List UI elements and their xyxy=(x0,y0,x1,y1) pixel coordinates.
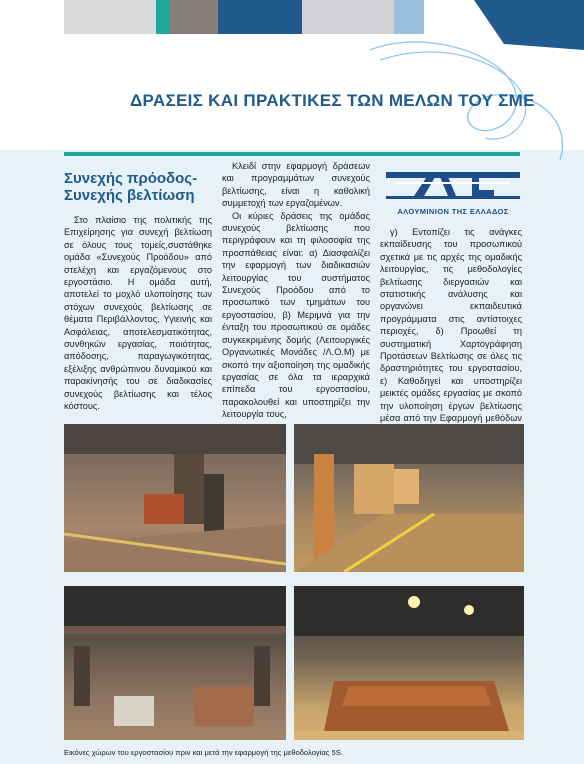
text-column-3 xyxy=(380,226,522,449)
paragraph: Οι κύριες δράσεις της ομάδας συνεχούς βελτίωσης που περιγράφουν και τη φιλοσοφία της προσπάθειας είναι: α) Διασφαλίζει την εφαρμογή των διαδικασιών λειτουργίας του συστήματος Συνεχούς Προόδου από το προσωπικό των τμημάτων του εργοστασίου, β) Μεριμνά για την ένταξη του προσωπικού σε ομάδες συγκεκριμένης δομής (Λειτουργικές Οργανωτικές Μονάδες /Λ.Ο.Μ) με σκοπό την αξιοποίηση της ομαδικής εργασίας σε όλα τα ιεραρχικά επίπεδα του εργοστασίου, παρακολουθεί και υποστηρίζει την λειτουργία τους, xyxy=(222,210,370,420)
bar-segment-blue xyxy=(218,0,302,34)
logo-caption: ΑΛΟΥΜΙΝΙΟΝ ΤΗΣ ΕΛΛΑΔΟΣ xyxy=(397,207,509,216)
article-title-line2: Συνεχής βελτίωση xyxy=(64,187,195,204)
text-column-1 xyxy=(64,214,212,413)
bar-segment-mauve xyxy=(170,0,218,34)
text-column-2 xyxy=(222,160,370,421)
paragraph: Κλειδί στην εφαρμογή δράσεων και προγραμμάτων συνεχούς βελτίωσης, είναι η καθολική συμμετοχή των εργαζομένων. xyxy=(222,161,370,209)
factory-photo-before-2 xyxy=(64,586,286,740)
article-title-line1: Συνεχής πρόοδος- xyxy=(64,170,198,187)
paragraph: Στο πλαίσιο της πολιτικής της Επιχείρησης για συνεχή βελτίωση σε όλους τους τομείς,συστάθηκε ομάδα «Συνεχούς Προόδου» από στελέχη και εργαζόμενους στο εργοστάσιο. Η ομάδα αυτή, αποτελεί το μοχλό υλοποίησης των στόχων συνεχούς βελτίωσης σε θέματα Περιβάλλοντος, Υγιεινής και Ασφάλειας, αποτελεσματικότητας, συνθηκών εργασίας, ποιότητας, απόδοσης, παραγωγικότητας, εξέλιξης ανθρώπινου δυναμικού και παρακίνησής του σε διαδικασίες συνεχούς βελτίωσης και τέλος κόστους. xyxy=(64,215,212,412)
photo-caption: Εικόνες χώρων του εργοστασίου πριν και μετά την εφαρμογή της μεθοδολογίας 5S. xyxy=(64,748,343,757)
page-headline: ΔΡΑΣΕΙΣ ΚΑΙ ΠΡΑΚΤΙΚΕΣ ΤΩΝ ΜΕΛΩΝ ΤΟΥ ΣΜΕ xyxy=(130,91,535,110)
paragraph: γ) Εντοπίζει τις ανάγκες εκπαίδευσης του προσωπικού σχετικά με τις αρχές της ομαδικής λειτουργίας, τις μεθοδολογίες βελτίωσης διεργασιών και στατιστικής ανάλυσης και οργανώνει εκπαιδευτικά προγράμματα στις αντίστοιχες περιοχές, δ) Προωθεί τη συστηματική Χαρτογράφηση Προτάσεων Βελτίωσης σε όλες τις δραστηριότητες του εργοστασίου, ε) Καθοδηγεί και υποστηρίζει μεικτές ομάδες εργασίας με σκοπό την υλοποίηση έργων βελτίωσης μέσα από την Εφαρμογή μεθόδων xyxy=(380,227,522,424)
factory-photo-after-1 xyxy=(294,424,524,572)
factory-photo-before-1 xyxy=(64,424,286,572)
bar-segment-grey xyxy=(64,0,156,34)
factory-photo-after-2 xyxy=(294,586,524,740)
article-title xyxy=(64,170,224,204)
bar-segment-teal xyxy=(156,0,170,34)
headline-rule xyxy=(64,152,520,156)
